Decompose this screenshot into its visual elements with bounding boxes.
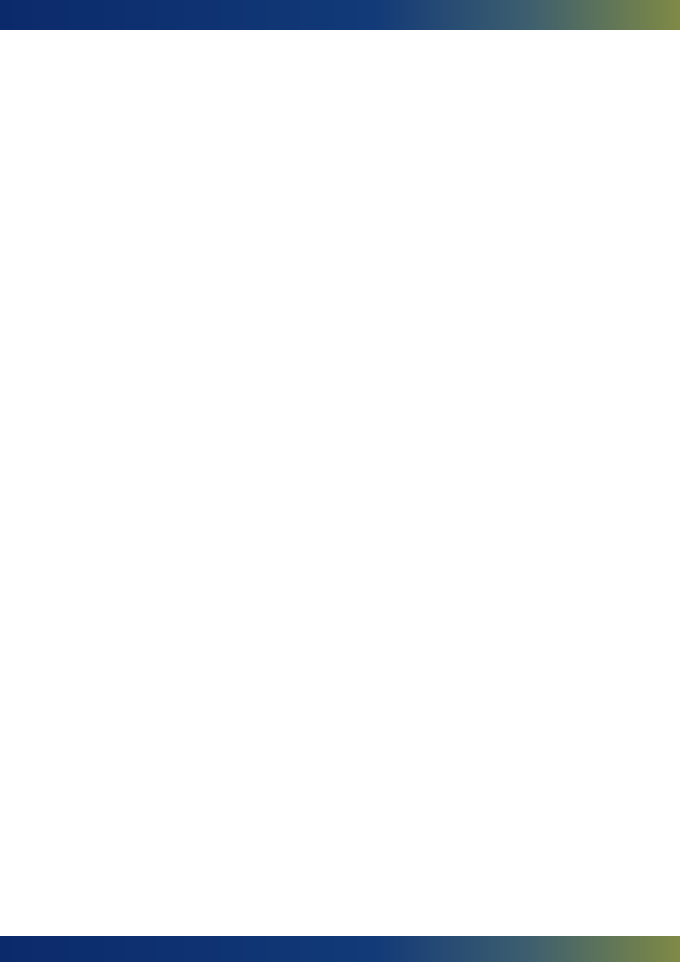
header-gradient-bar: [0, 0, 680, 30]
footer-gradient-bar: [0, 936, 680, 962]
